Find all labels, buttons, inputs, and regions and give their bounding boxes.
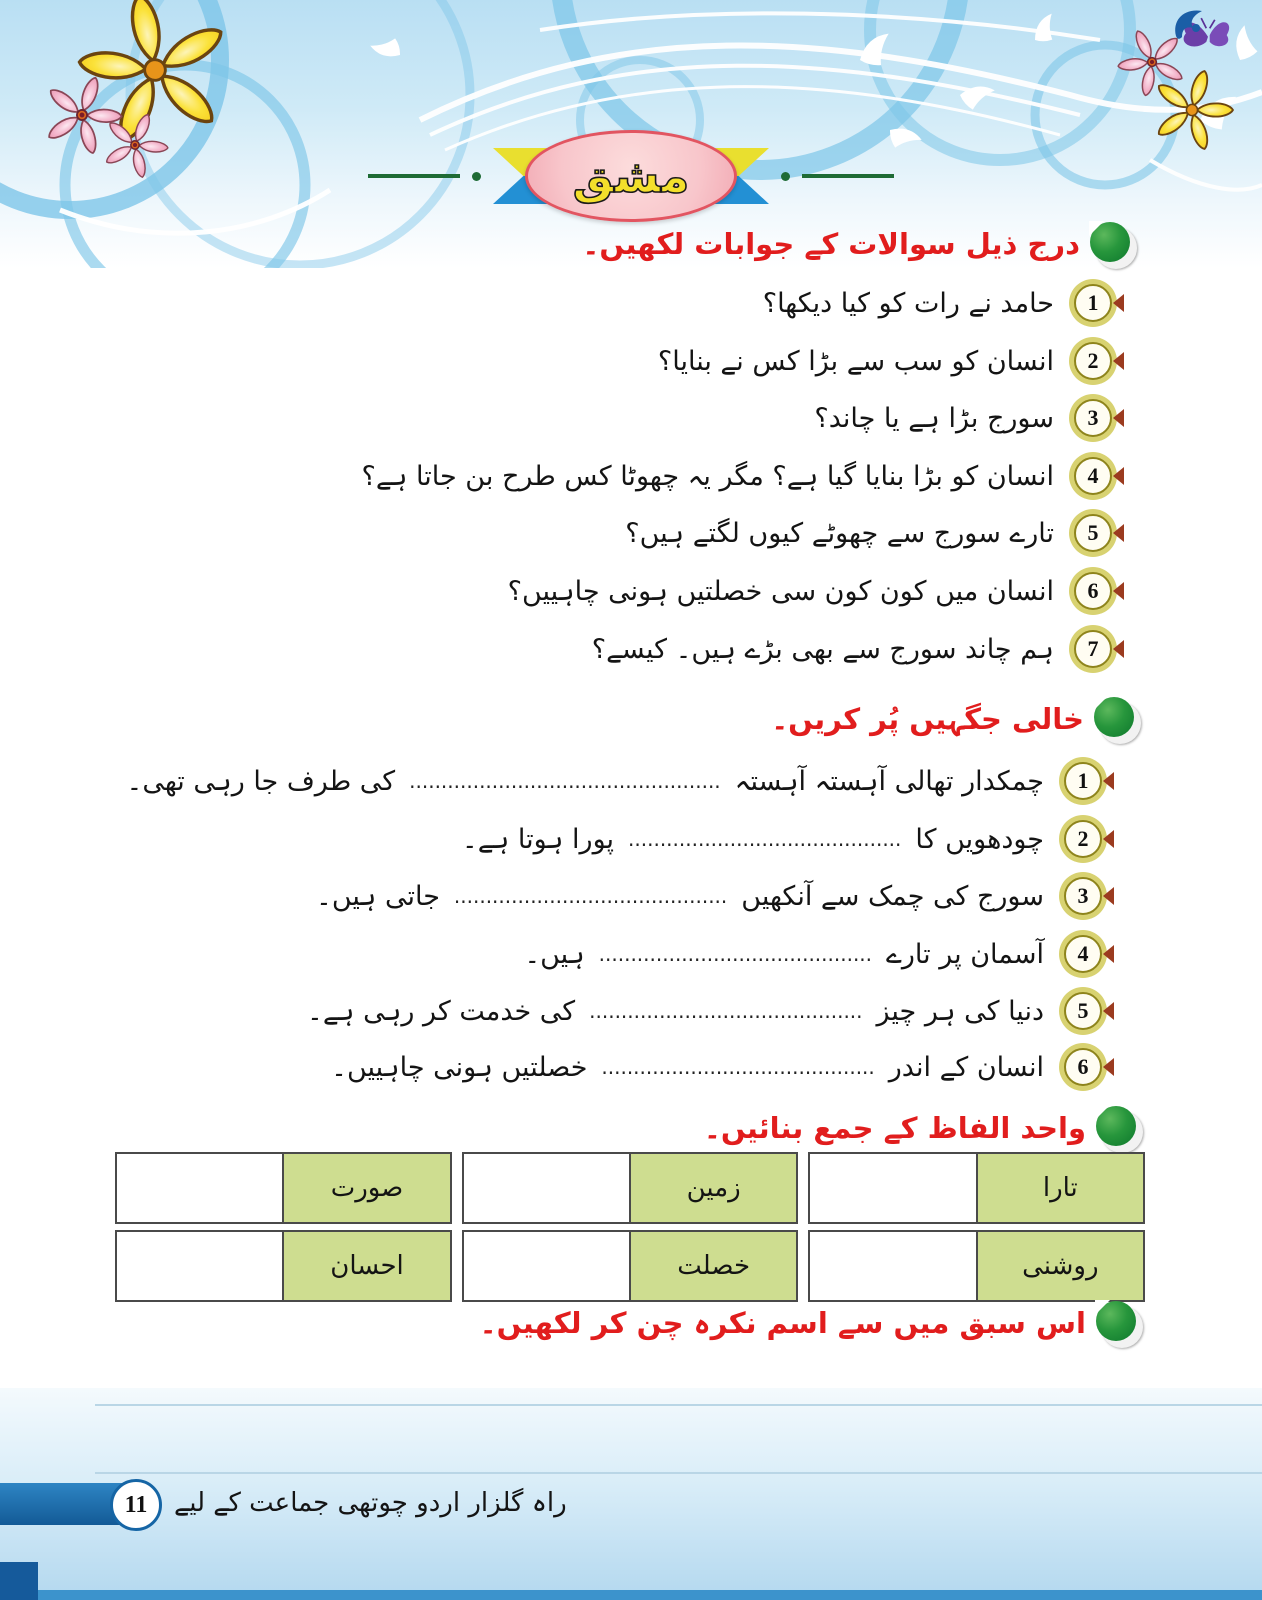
blank-post: پورا ہوتا ہے۔ [461,823,615,855]
question-row [508,572,1112,610]
blank-number-badge: 1 [1064,762,1102,800]
question-row [592,630,1112,668]
blank-row [331,1048,1102,1086]
title-badge [368,128,894,224]
question-row [763,284,1112,322]
table-row [115,1152,1145,1224]
blank-pre: آسمان پر تارے [886,938,1044,970]
blank-post: جاتی ہیں۔ [316,880,440,912]
question-text: سورج بڑا ہے یا چاند؟ [814,402,1054,434]
section-heading-label: اس سبق میں سے اسم نکرہ چن کر لکھیں۔ [479,1306,1086,1340]
question-number-badge: 1 [1074,284,1112,322]
blank-dotted-line: ........................................... [453,886,728,906]
footer-rule-bottom [95,1472,1262,1474]
page-number: 11 [124,1491,148,1518]
question-row [362,457,1113,495]
page-title: مشق [572,149,690,203]
divider-line-left [368,174,460,178]
footer-rule-top [95,1404,1262,1406]
question-text: تارے سورج سے چھوٹے کیوں لگتے ہیں؟ [625,517,1054,549]
blank-dotted-line: ........................................... [601,1057,875,1077]
green-bullet-icon [1094,697,1138,741]
blank-dotted-line: ........................................... [589,1001,863,1021]
question-row [814,399,1112,437]
question-number-badge: 7 [1074,630,1112,668]
answer-cell [462,1152,631,1224]
question-text: حامد نے رات کو کیا دیکھا؟ [762,287,1054,319]
question-row [658,342,1112,380]
section-heading-questions [582,222,1134,266]
table-pair [808,1152,1145,1224]
section-heading-blanks [771,697,1138,741]
question-number-badge: 2 [1074,342,1112,380]
question-row [625,514,1112,552]
section-heading-select-noun [480,1301,1140,1345]
table-pair [115,1152,452,1224]
answer-cell [115,1152,284,1224]
blank-pre: انسان کے اندر [888,1051,1044,1083]
badge-ribbon-wrap [493,128,769,224]
badge-oval [525,130,737,222]
plurals-table [115,1152,1145,1302]
footer-bottom-strip [0,1590,1262,1600]
footer-book-title: راہ گلزار اردو چوتھی جماعت کے لیے [174,1488,567,1518]
blank-row [127,762,1103,800]
blank-number-badge: 6 [1064,1048,1102,1086]
answer-cell [808,1230,977,1302]
table-pair [808,1230,1145,1302]
blank-row [462,820,1102,858]
divider-line-right [802,174,894,178]
blank-number-badge: 5 [1064,992,1102,1030]
blank-row [307,992,1102,1030]
blank-dotted-line: ........................................... [628,829,902,849]
green-bullet-icon [1090,222,1134,266]
blank-number-badge: 2 [1064,820,1102,858]
green-bullet-icon [1096,1106,1140,1150]
divider-dot-left [472,172,481,181]
singular-word-cell: تارا [976,1152,1145,1224]
blank-pre: چودھویں کا [915,823,1044,855]
blank-pre: چمکدار تھالی آہستہ آہستہ [734,765,1044,797]
question-number-badge: 5 [1074,514,1112,552]
blank-number-badge: 4 [1064,935,1102,973]
blank-row [524,935,1102,973]
blank-dotted-line: ................................................. [409,771,721,791]
blank-number-badge: 3 [1064,877,1102,915]
section-heading-label: درج ذیل سوالات کے جوابات لکھیں۔ [582,227,1080,261]
table-row [115,1230,1145,1302]
footer-corner-square [0,1562,38,1600]
blank-row [316,877,1102,915]
blank-post: ہیں۔ [524,938,585,970]
question-text: ہم چاند سورج سے بھی بڑے ہیں۔ کیسے؟ [591,633,1054,665]
question-text: انسان کو سب سے بڑا کس نے بنایا؟ [657,345,1054,377]
singular-word-cell: زمین [629,1152,798,1224]
blank-post: خصلتیں ہونی چاہییں۔ [331,1051,588,1083]
blank-dotted-line: ........................................... [598,944,873,964]
table-pair [115,1230,452,1302]
singular-word-cell: صورت [282,1152,451,1224]
section-heading-plurals [704,1106,1140,1150]
singular-word-cell: روشنی [976,1230,1145,1302]
green-bullet-icon [1096,1301,1140,1345]
question-number-badge: 4 [1074,457,1112,495]
blank-post: کی خدمت کر رہی ہے۔ [307,995,576,1027]
question-number-badge: 3 [1074,399,1112,437]
question-text: انسان کو بڑا بنایا گیا ہے؟ مگر یہ چھوٹا کس طرح بن جاتا ہے؟ [361,460,1054,492]
answer-cell [808,1152,977,1224]
question-number-badge: 6 [1074,572,1112,610]
section-heading-label: خالی جگہیں پُر کریں۔ [771,702,1084,736]
divider-dot-right [781,172,790,181]
table-pair [462,1230,799,1302]
singular-word-cell: احسان [282,1230,451,1302]
blank-post: کی طرف جا رہی تھی۔ [126,765,396,797]
blank-pre: سورج کی چمک سے آنکھیں [741,880,1044,912]
singular-word-cell: خصلت [629,1230,798,1302]
section-heading-label: واحد الفاظ کے جمع بنائیں۔ [703,1111,1086,1145]
answer-cell [462,1230,631,1302]
blank-pre: دنیا کی ہر چیز [876,995,1044,1027]
answer-cell [115,1230,284,1302]
table-pair [462,1152,799,1224]
page-number-badge [110,1479,162,1531]
question-text: انسان میں کون کون سی خصلتیں ہونی چاہییں؟ [507,575,1054,607]
